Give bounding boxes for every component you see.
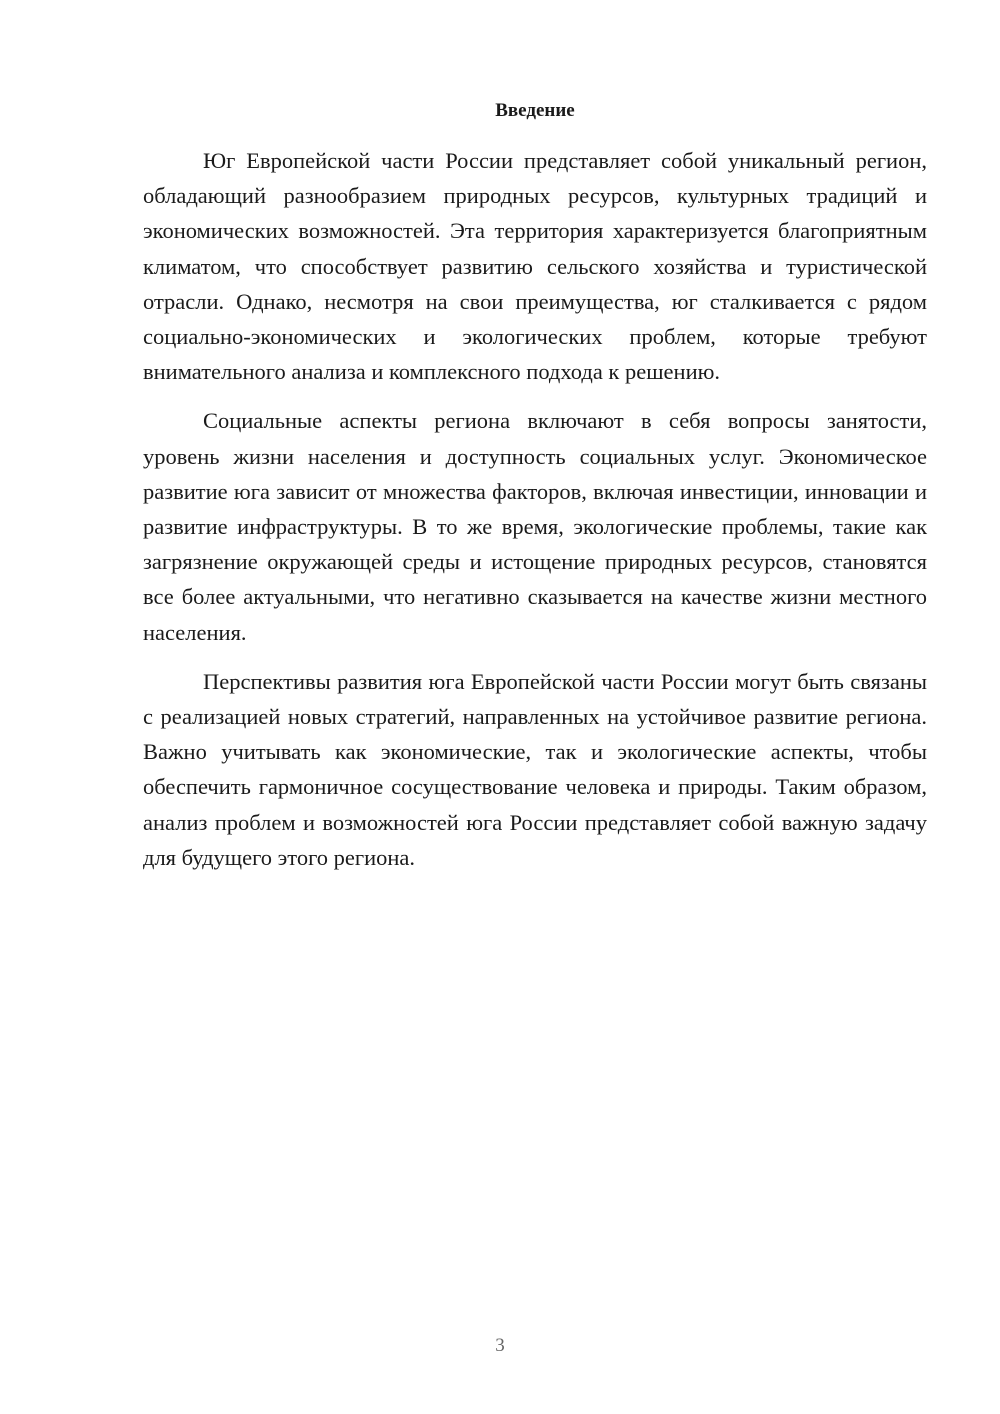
- page-title: Введение: [495, 100, 575, 121]
- paragraph-2: Социальные аспекты региона включают в себя вопросы занятости, уровень жизни населения и доступность социальных услуг. Экономическое развитие юга зависит от множества факторов, включая инвестиции, инновации и развитие инфраструктуры. В то же время, экологические проблемы, такие как загрязнение окружающей среды и истощение природных ресурсов, становятся все более актуальными, что негативно сказывается на качестве жизни местного населения.: [143, 408, 927, 645]
- page-number: 3: [495, 1335, 505, 1356]
- paragraph-1: Юг Европейской части России представляет собой уникальный регион, обладающий разнообразием природных ресурсов, культурных традиций и экономических возможностей. Эта территория характеризуется благоприятным климатом, что способствует развитию сельского хозяйства и туристической отрасли. Однако, несмотря на свои преимущества, юг сталкивается с рядом социально-экономических и экологических проблем, которые требуют внимательного анализа и комплексного подхода к решению.: [143, 148, 927, 385]
- paragraph-3: Перспективы развития юга Европейской части России могут быть связаны с реализацией новых стратегий, направленных на устойчивое развитие региона. Важно учитывать как экономические, так и экологические аспекты, чтобы обеспечить гармоничное сосуществование человека и природы. Таким образом, анализ проблем и возможностей юга России представляет собой важную задачу для будущего этого региона.: [143, 668, 927, 870]
- document-body: [143, 143, 927, 889]
